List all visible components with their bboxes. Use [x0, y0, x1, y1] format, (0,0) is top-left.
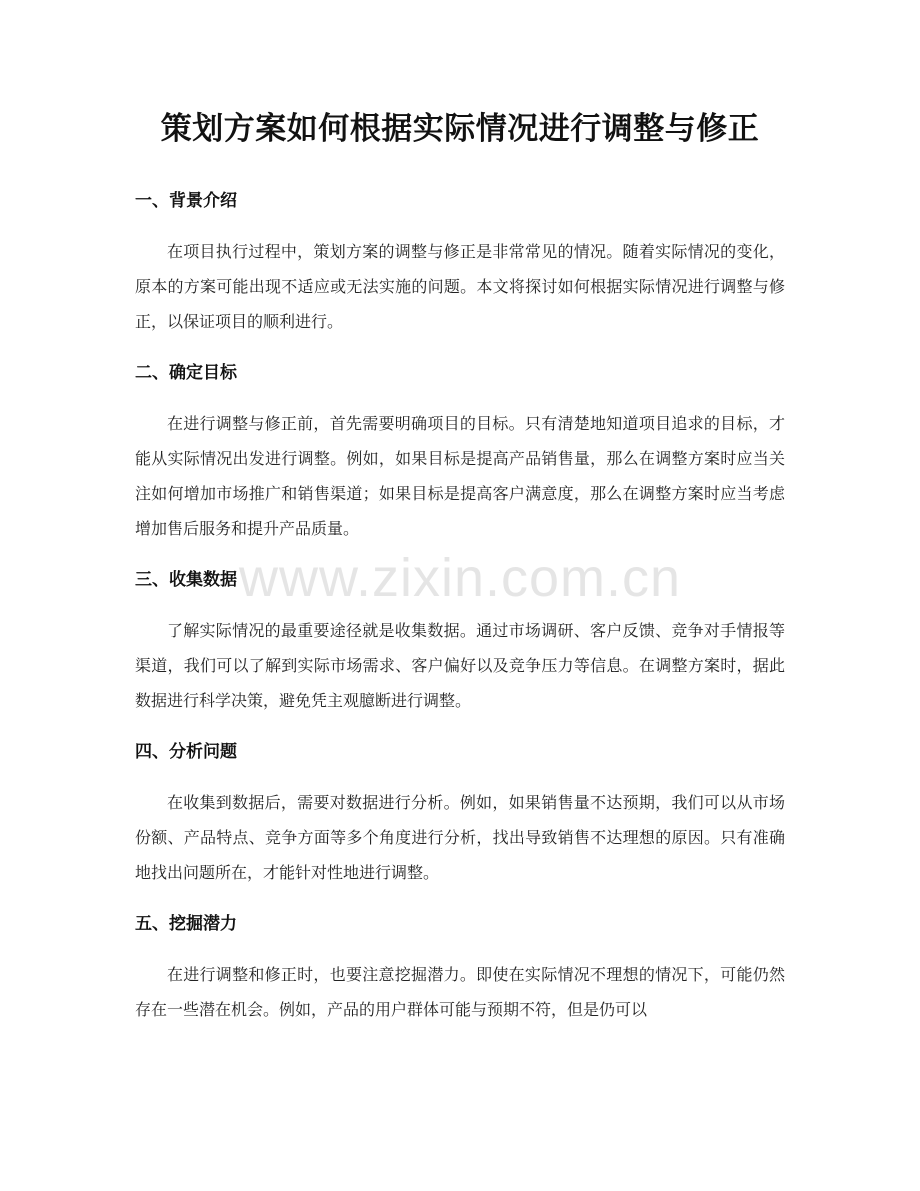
section-heading-potential: 五、挖掘潜力	[135, 914, 237, 934]
section-paragraph-data-collection: 了解实际情况的最重要途径就是收集数据。通过市场调研、客户反馈、竞争对手情报等渠道，我们可以了解到实际市场需求、客户偏好以及竞争压力等信息。在调整方案时，据此数据进行科学决策，避免凭主观臆断进行调整。	[135, 621, 785, 710]
section-paragraph-potential: 在进行调整和修正时，也要注意挖掘潜力。即使在实际情况不理想的情况下，可能仍然存在一些潜在机会。例如，产品的用户群体可能与预期不符，但是仍可以	[135, 965, 785, 1019]
section-heading-analysis: 四、分析问题	[135, 742, 237, 762]
section-paragraph-analysis: 在收集到数据后，需要对数据进行分析。例如，如果销售量不达预期，我们可以从市场份额、产品特点、竞争方面等多个角度进行分析，找出导致销售不达理想的原因。只有准确地找出问题所在，才能针对性地进行调整。	[135, 793, 785, 882]
section-heading-goals: 二、确定目标	[135, 363, 237, 383]
document-title: 策划方案如何根据实际情况进行调整与修正	[160, 111, 760, 147]
section-paragraph-goals: 在进行调整与修正前，首先需要明确项目的目标。只有清楚地知道项目追求的目标，才能从实际情况出发进行调整。例如，如果目标是提高产品销售量，那么在调整方案时应当关注如何增加市场推广和销售渠道；如果目标是提高客户满意度，那么在调整方案时应当考虑增加售后服务和提升产品质量。	[135, 414, 785, 538]
watermark-text: www.zixin.com.cn	[238, 548, 682, 608]
document-content	[135, 102, 785, 1027]
section-heading-data-collection: 三、收集数据	[135, 570, 237, 590]
section-paragraph-background: 在项目执行过程中，策划方案的调整与修正是非常常见的情况。随着实际情况的变化，原本的方案可能出现不适应或无法实施的问题。本文将探讨如何根据实际情况进行调整与修正，以保证项目的顺利进行。	[135, 242, 785, 331]
section-heading-background: 一、背景介绍	[135, 191, 237, 211]
